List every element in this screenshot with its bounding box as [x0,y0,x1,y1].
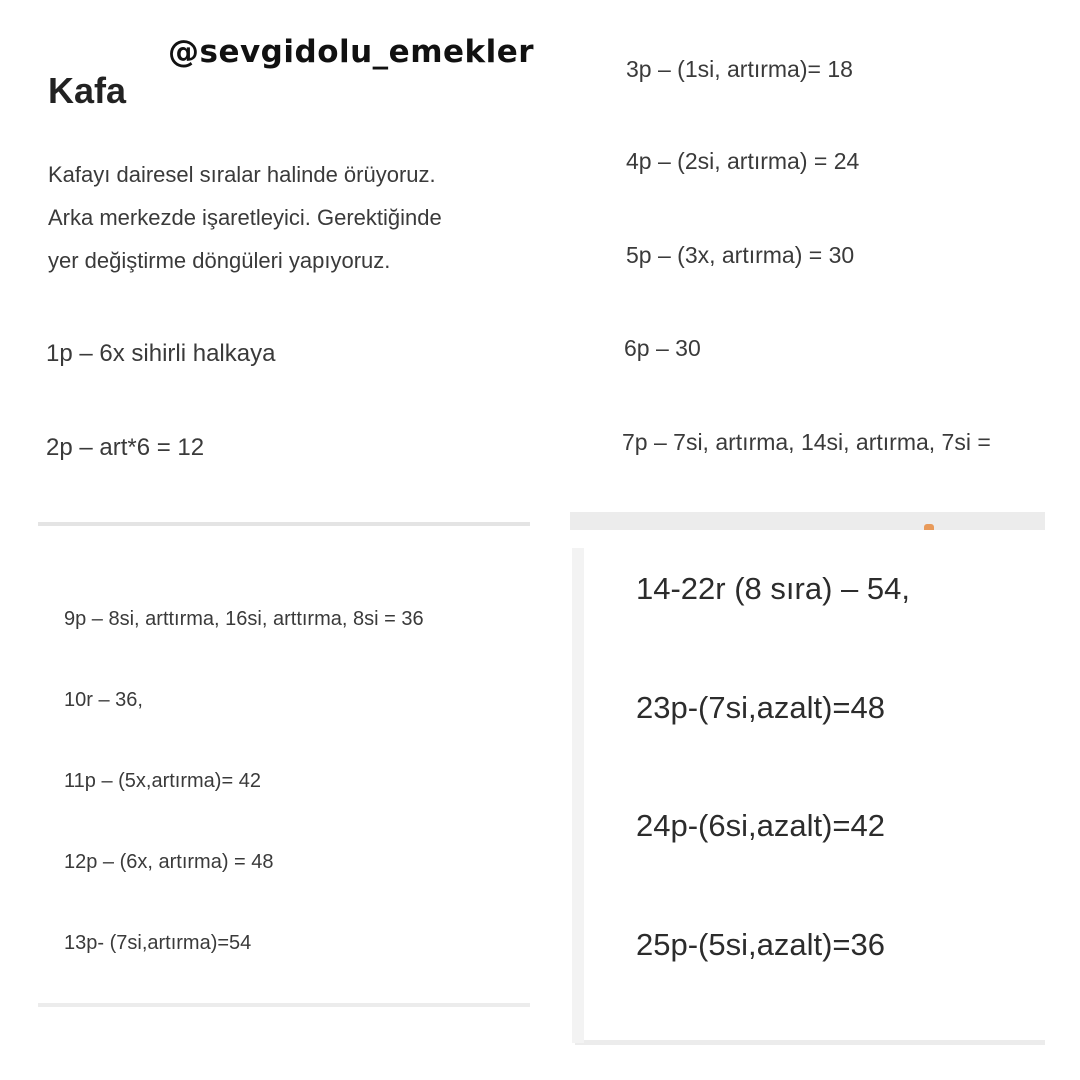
row-7: 7p – 7si, artırma, 14si, artırma, 7si = [622,429,991,455]
page-title: Kafa [48,70,127,111]
row-10: 10r – 36, [64,689,143,711]
row-9: 9p – 8si, arttırma, 16si, arttırma, 8si = 36 [64,608,424,630]
intro-line-3: yer değiştirme döngüleri yapıyoruz. [48,248,391,273]
row-1: 1p – 6x sihirli halkaya [46,340,276,367]
row-12: 12p – (6x, artırma) = 48 [64,851,274,873]
row-13: 13p- (7si,artırma)=54 [64,932,252,954]
row-6: 6p – 30 [624,335,701,361]
intro-line-1: Kafayı dairesel sıralar halinde örüyoruz. [48,162,436,187]
panel-bottom-right [575,548,1045,1043]
divider-right-middle [570,512,1045,530]
intro-paragraph [48,153,528,282]
row-24: 24p-(6si,azalt)=42 [636,808,885,843]
row-4: 4p – (2si, artırma) = 24 [626,148,860,174]
divider-vertical-bottom [572,548,584,1043]
watermark: @sevgidolu_emekler [168,34,535,70]
row-5: 5p – (3x, artırma) = 30 [626,242,855,268]
row-11: 11p – (5x,artırma)= 42 [64,770,261,792]
row-3: 3p – (1si, artırma)= 18 [626,56,853,82]
row-25: 25p-(5si,azalt)=36 [636,927,885,962]
divider-left-middle [38,522,530,526]
divider-left-bottom [38,1003,530,1007]
divider-right-bottom [575,1040,1045,1045]
row-14-22: 14-22r (8 sıra) – 54, [636,571,910,606]
row-23: 23p-(7si,azalt)=48 [636,690,885,725]
intro-line-2: Arka merkezde işaretleyici. Gerektiğinde [48,205,442,230]
row-2: 2p – art*6 = 12 [46,434,205,461]
orange-mark [924,524,934,530]
